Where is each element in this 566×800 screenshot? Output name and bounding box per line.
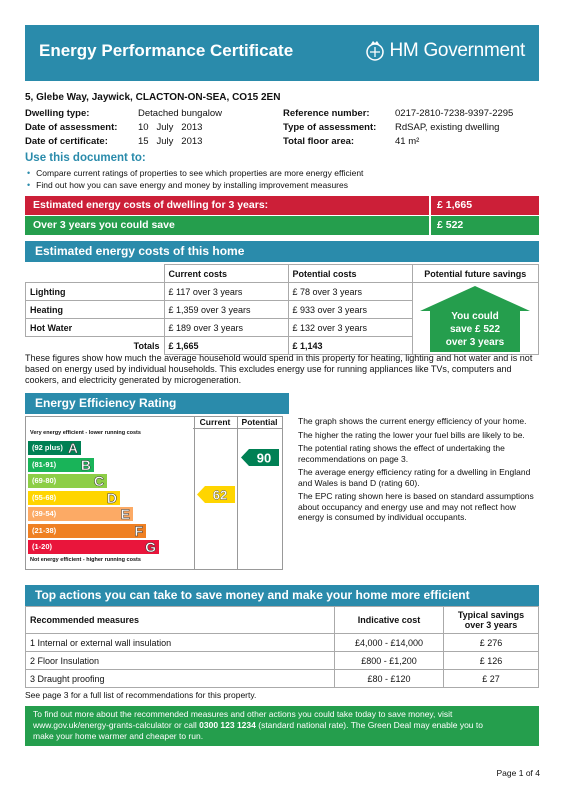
rating-band-f <box>28 524 146 538</box>
rating-band-letter: F <box>134 522 143 539</box>
costs-header-current: Current costs <box>164 265 288 283</box>
rating-explanation: The graph shows the current energy efficiency of your home. The higher the rating the lower your fuel bills are likely to be. The potential rating shows the effect of undertaking the recommendations on page 3. The average energy efficiency rating for a dwelling in England and Wales is band D (rating 60). The EPC rating shown here is based on standard assumptions about occupancy and energy use and may not reflect how energy is consumed by individual occupants. <box>298 416 534 522</box>
rating-band-letter: D <box>106 489 117 506</box>
detail-certificate-date-value: 15 July 2013 <box>138 136 203 147</box>
house-savings-icon <box>416 285 534 353</box>
detail-dwelling-type-value: Detached bungalow <box>138 108 222 119</box>
table-row: 2 Floor Insulation £800 - £1,200 £ 126 <box>26 652 539 670</box>
page-number: Page 1 of 4 <box>496 768 540 778</box>
green-deal-box: To find out more about the recommended measures and other actions you could take today to save money, visit www.gov.uk/energy-grants-calculator or call 0300 123 1234 (standard national rate). The Green Deal may enable you to make your home warmer and cheaper to run. <box>25 706 539 746</box>
rating-potential-header: Potential <box>241 417 278 427</box>
hm-government-logo: HM Government <box>389 40 525 61</box>
table-row: 3 Draught proofing £80 - £120 £ 27 <box>26 670 539 688</box>
detail-assessment-type-value: RdSAP, existing dwelling <box>395 122 500 133</box>
potential-rating-value: 90 <box>256 450 272 466</box>
actions-section-header: Top actions you can take to save money and make your home more efficient <box>25 585 539 606</box>
detail-certificate-date: Date of certificate: <box>25 136 108 147</box>
rating-band-c <box>28 474 107 488</box>
rating-top-note: Very energy efficient - lower running costs <box>30 430 141 436</box>
detail-assessment-date: Date of assessment: <box>25 122 118 133</box>
table-row: Heating £ 1,359 over 3 years £ 933 over 3 years <box>26 301 539 319</box>
actions-header-measures: Recommended measures <box>26 607 335 634</box>
rating-band-b <box>28 458 94 472</box>
page-title: Energy Performance Certificate <box>39 41 294 60</box>
estimated-cost-value: £ 1,665 <box>429 196 539 215</box>
detail-reference-value: 0217-2810-7238-9397-2295 <box>395 108 514 119</box>
estimated-cost-bar: Estimated energy costs of dwelling for 3 years: £ 1,665 <box>25 196 539 215</box>
use-document-title: Use this document to: <box>25 152 146 164</box>
savings-bar: Over 3 years you could save £ 522 <box>25 216 539 235</box>
detail-floor-area-value: 41 m² <box>395 136 420 147</box>
actions-table <box>25 606 539 688</box>
rating-band-range: (21-38) <box>32 525 57 535</box>
costs-header-savings: Potential future savings <box>412 265 539 283</box>
recommendations-footnote: See page 3 for a full list of recommendations for this property. <box>25 690 257 700</box>
rating-band-range: (55-68) <box>32 492 57 502</box>
savings-house-line2: save £ 522 <box>450 323 501 335</box>
potential-rating-arrow <box>241 449 279 466</box>
detail-assessment-type: Type of assessment: <box>283 122 377 133</box>
rating-band-range: (81-91) <box>32 459 57 469</box>
table-row: 1 Internal or external wall insulation £4,000 - £14,000 £ 276 <box>26 634 539 652</box>
costs-section-header: Estimated energy costs of this home <box>25 241 539 262</box>
savings-value: £ 522 <box>429 216 539 235</box>
header-banner <box>25 25 539 81</box>
rating-band-letter: B <box>80 456 91 473</box>
actions-header-cost: Indicative cost <box>335 607 444 634</box>
current-rating-arrow <box>197 486 235 503</box>
rating-band-letter: G <box>145 539 156 555</box>
detail-assessment-date-value: 10 July 2013 <box>138 122 203 133</box>
rating-band-letter: C <box>93 473 104 489</box>
rating-band-letter: A <box>67 440 78 456</box>
rating-band-e <box>28 507 133 521</box>
rating-bottom-note: Not energy efficient - higher running costs <box>30 557 141 563</box>
rating-band-range: (39-54) <box>32 509 57 518</box>
rating-band-letter: E <box>120 506 130 522</box>
rating-section-header: Energy Efficiency Rating <box>25 393 289 414</box>
phone-number: 0300 123 1234 <box>199 720 256 730</box>
table-row: Lighting £ 117 over 3 years £ 78 over 3 years You could save £ 522 over 3 years <box>26 283 539 301</box>
rating-current-header: Current <box>199 417 231 427</box>
use-bullet: • Compare current ratings of properties to see which properties are more energy efficient <box>27 168 364 178</box>
costs-table <box>25 264 539 355</box>
property-address: 5, Glebe Way, Jaywick, CLACTON-ON-SEA, CO15 2EN <box>25 92 281 103</box>
rating-band-d <box>28 491 120 505</box>
royal-crest-icon <box>363 39 387 63</box>
savings-house-line3: over 3 years <box>446 336 505 348</box>
rating-band-g <box>28 540 159 554</box>
detail-reference: Reference number: <box>283 108 370 119</box>
rating-band-a <box>28 441 81 455</box>
rating-band-range: (69-80) <box>32 476 57 485</box>
rating-band-range: (92 plus) <box>32 443 63 452</box>
table-row: Hot Water £ 189 over 3 years £ 132 over 3 years <box>26 319 539 337</box>
current-rating-value: 62 <box>212 487 228 503</box>
detail-dwelling-type: Dwelling type: <box>25 108 90 119</box>
rating-potential-column <box>237 416 283 570</box>
totals-row: Totals £ 1,665 £ 1,143 <box>26 337 539 355</box>
costs-header-potential: Potential costs <box>288 265 412 283</box>
rating-band-range: (1-20) <box>32 542 53 551</box>
actions-header-savings: Typical savings over 3 years <box>444 607 539 634</box>
use-bullet: • Find out how you can save energy and money by installing improvement measures <box>27 180 348 190</box>
savings-house-line1: You could <box>451 310 500 322</box>
savings-house-cell <box>412 283 539 355</box>
detail-floor-area: Total floor area: <box>283 136 355 147</box>
costs-explanation: These figures show how much the average household would spend in this property for heating, lighting and hot water and is not based on energy used by individual households. This excludes energy use for running appliances like TVs, computers and cookers, and electricity generated by microgeneration. <box>25 353 533 385</box>
